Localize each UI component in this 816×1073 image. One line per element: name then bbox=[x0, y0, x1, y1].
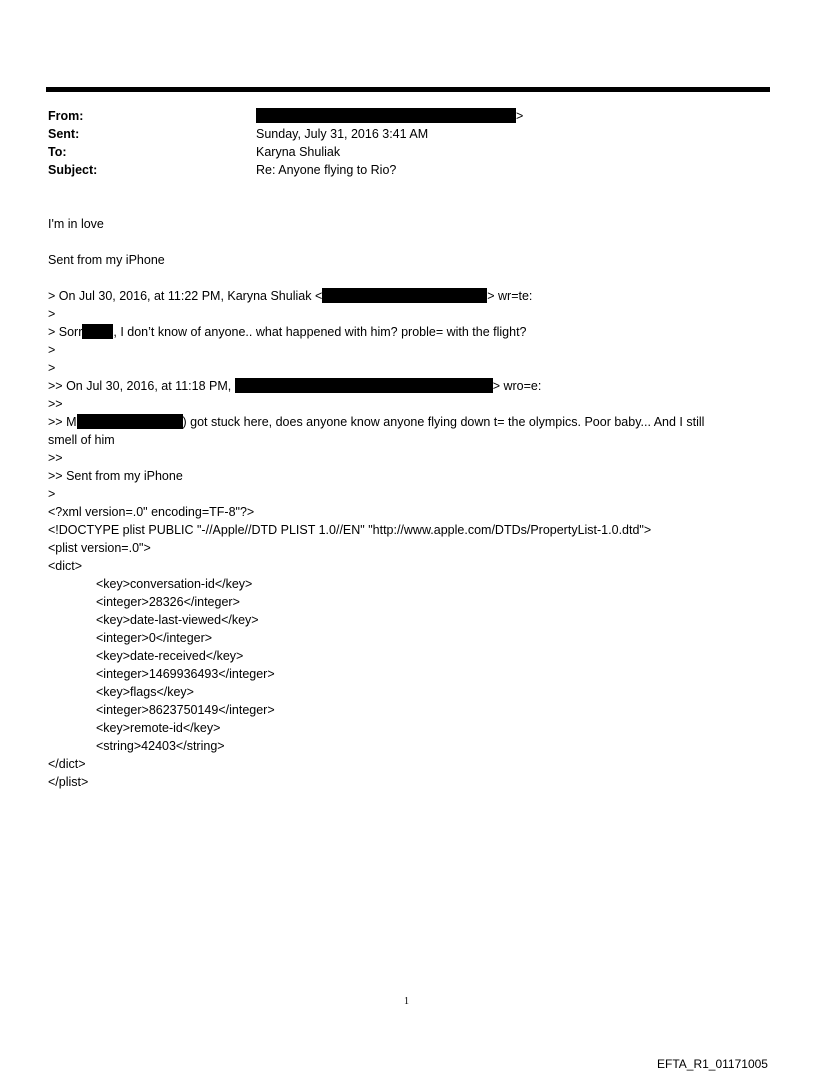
quote-text: > wro=e: bbox=[492, 379, 542, 393]
xml-line: <dict> bbox=[48, 559, 83, 573]
quote-text: >> On Jul 30, 2016, at 11:18 PM, bbox=[48, 379, 232, 393]
quote-line: > bbox=[48, 361, 56, 375]
quote-line: >> bbox=[48, 451, 63, 465]
redaction-box bbox=[77, 414, 183, 429]
xml-line: <integer>0</integer> bbox=[96, 631, 213, 645]
sent-value: Sunday, July 31, 2016 3:41 AM bbox=[256, 127, 429, 141]
header-rule bbox=[46, 87, 770, 92]
redaction-box bbox=[235, 378, 493, 393]
subject-label: Subject: bbox=[48, 163, 98, 177]
quote-line bbox=[48, 413, 704, 431]
quote-line: > bbox=[48, 487, 56, 501]
quote-line bbox=[48, 377, 541, 395]
quote-text: >> M bbox=[48, 415, 77, 429]
xml-line: <integer>28326</integer> bbox=[96, 595, 240, 609]
quote-line: >> Sent from my iPhone bbox=[48, 469, 183, 483]
xml-line: <key>date-received</key> bbox=[96, 649, 244, 663]
quote-text: ) got stuck here, does anyone know anyone flying down t= the olympics. Poor baby... And I still bbox=[182, 415, 705, 429]
redaction-box bbox=[256, 108, 516, 123]
xml-line: <string>42403</string> bbox=[96, 739, 225, 753]
xml-line: <?xml version=.0" encoding=TF-8"?> bbox=[48, 505, 255, 519]
xml-line: <key>date-last-viewed</key> bbox=[96, 613, 259, 627]
from-value bbox=[256, 107, 523, 125]
xml-line: <integer>8623750149</integer> bbox=[96, 703, 275, 717]
quote-line bbox=[48, 287, 532, 305]
to-label: To: bbox=[48, 145, 67, 159]
to-value: Karyna Shuliak bbox=[256, 145, 341, 159]
quote-line: > bbox=[48, 343, 56, 357]
quote-line: >> bbox=[48, 397, 63, 411]
redaction-box bbox=[82, 324, 113, 339]
page-number: 1 bbox=[404, 996, 409, 1007]
document-id: EFTA_R1_01171005 bbox=[657, 1057, 768, 1071]
subject-value: Re: Anyone flying to Rio? bbox=[256, 163, 397, 177]
sent-label: Sent: bbox=[48, 127, 80, 141]
quote-line bbox=[48, 323, 527, 341]
xml-line: </plist> bbox=[48, 775, 89, 789]
body-line: I'm in love bbox=[48, 217, 104, 231]
xml-line: <integer>1469936493</integer> bbox=[96, 667, 275, 681]
quote-text: > On Jul 30, 2016, at 11:22 PM, Karyna Shuliak < bbox=[48, 289, 323, 303]
xml-line: <!DOCTYPE plist PUBLIC "-//Apple//DTD PLIST 1.0//EN" "http://www.apple.com/DTDs/PropertyList-1.0.dtd"> bbox=[48, 523, 652, 537]
xml-line: <key>conversation-id</key> bbox=[96, 577, 253, 591]
xml-line: <key>flags</key> bbox=[96, 685, 194, 699]
xml-line: </dict> bbox=[48, 757, 86, 771]
from-label: From: bbox=[48, 109, 84, 123]
xml-line: <plist version=.0"> bbox=[48, 541, 151, 555]
body-line: Sent from my iPhone bbox=[48, 253, 165, 267]
quote-text: , I don’t know of anyone.. what happened with him? proble= with the flight? bbox=[113, 325, 527, 339]
xml-line: <key>remote-id</key> bbox=[96, 721, 221, 735]
redaction-box bbox=[322, 288, 487, 303]
quote-line: > bbox=[48, 307, 56, 321]
from-value-tail: > bbox=[516, 109, 524, 123]
quote-line: smell of him bbox=[48, 433, 115, 447]
quote-text: > Sorr bbox=[48, 325, 83, 339]
quote-text: > wr=te: bbox=[487, 289, 533, 303]
